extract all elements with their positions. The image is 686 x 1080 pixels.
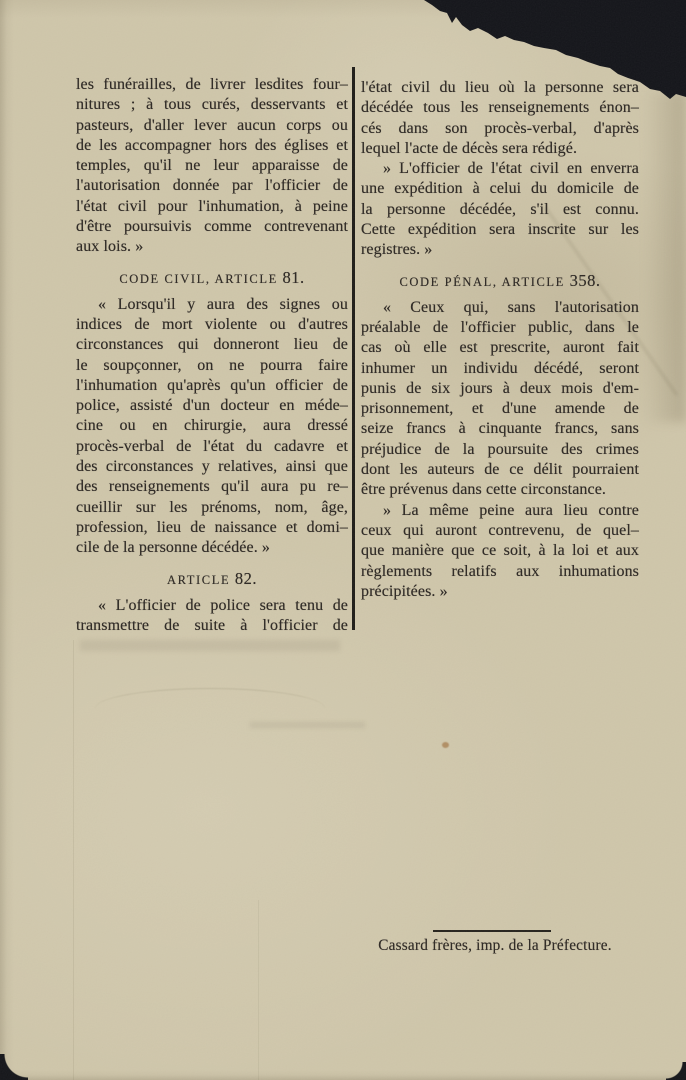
text-line: règlements relatifs aux inhumations	[361, 562, 639, 580]
article-heading	[361, 271, 639, 291]
text-line: dont les auteurs de ce délit pourraient	[361, 461, 639, 479]
text-line: police, assisté d'un docteur en méde–	[76, 397, 348, 415]
text-line: préalable de l'officier public, dans le	[361, 318, 639, 336]
text-line: l'état civil pour l'inhumation, à peine	[76, 197, 348, 215]
article-heading	[76, 569, 348, 589]
text-line: précipitées. »	[361, 582, 448, 600]
text-line: la personne décédée, s'il est connu.	[361, 200, 639, 218]
text-line: des renseignements qu'il aura pu re–	[76, 478, 348, 496]
rust-spot	[442, 742, 449, 748]
printer-imprint: Cassard frères, imp. de la Préfecture.	[378, 937, 612, 954]
text-line: ceux qui auront contrevenu, de quel–	[361, 521, 639, 539]
torn-corner	[424, 0, 686, 100]
ink-showthrough	[250, 722, 365, 728]
text-line: Cette expédition sera inscrite sur les	[361, 221, 639, 239]
footer-rule	[433, 930, 551, 932]
text-line: cile de la personne décédée. »	[76, 539, 271, 557]
text-line: « Ceux qui, sans l'autorisation	[383, 298, 639, 316]
article-heading-label: ARTICLE	[166, 572, 235, 587]
text-line: cés dans son procès-verbal, d'après	[361, 119, 639, 137]
text-line: cueillir sur les prénoms, nom, âge,	[76, 498, 348, 516]
text-line: aux lois. »	[76, 238, 144, 256]
ink-showthrough	[80, 640, 340, 651]
text-line: l'inhumation qu'après qu'un officier de	[76, 376, 348, 394]
text-line: temples, qu'il ne leur apparaisse de	[76, 157, 348, 175]
text-line: être prévenus dans cette circonstance.	[361, 481, 607, 499]
paragraph	[361, 159, 639, 260]
crease-line	[73, 640, 74, 1080]
text-line: inhumer un individu décédé, seront	[361, 359, 639, 377]
text-line: « Lorsqu'il y aura des signes ou	[98, 295, 348, 313]
text-line: une expédition à celui du domicile de	[361, 180, 639, 198]
text-line: de les accompagner hors des églises et	[76, 136, 348, 154]
paragraph	[76, 596, 348, 637]
text-line: pasteurs, d'aller lever aucun corps ou	[76, 116, 348, 134]
paragraph	[76, 75, 348, 258]
text-line: « L'officier de police sera tenu de	[98, 596, 348, 614]
column-divider-rule	[352, 67, 355, 630]
text-line: cas où elle est prescrite, auront fait	[361, 339, 639, 357]
edge-shadow	[644, 92, 686, 422]
text-line: » La même peine aura lieu contre	[383, 501, 639, 519]
article-number: 82.	[234, 568, 258, 588]
article-heading-label: CODE CIVIL, ARTICLE	[119, 271, 283, 286]
text-line: cine ou en chirurgie, aura dressé	[76, 417, 348, 435]
article-heading	[76, 268, 348, 288]
corner-shadow	[0, 1054, 28, 1080]
text-line: procès-verbal de l'état du cadavre et	[76, 437, 348, 455]
text-line: des circonstances y relatives, ainsi que	[76, 458, 348, 476]
text-line: d'être poursuivis comme contrevenant	[76, 218, 348, 236]
text-line: » L'officier de l'état civil en enverra	[383, 160, 639, 178]
text-line: l'état civil du lieu où la personne sera	[361, 79, 639, 96]
text-line: lequel l'acte de décès sera rédigé.	[361, 139, 578, 157]
text-line: les funérailles, de livrer lesdites four–	[76, 76, 348, 93]
text-line: préjudice de la poursuite des crimes	[361, 440, 639, 458]
text-line: circonstances qui donneront lieu de	[76, 336, 348, 354]
text-line: nitures ; à tous curés, desservants et	[76, 96, 348, 114]
text-line: profession, lieu de naissance et domi–	[76, 518, 348, 536]
paragraph	[361, 501, 639, 602]
text-line: prisonnement, et d'une amende de	[361, 400, 639, 418]
article-number: 358.	[569, 270, 601, 290]
paragraph	[76, 295, 348, 559]
article-heading-label: CODE PÉNAL, ARTICLE	[399, 274, 570, 289]
paragraph	[361, 298, 639, 501]
text-line: l'autorisation donnée par l'officier de	[76, 177, 348, 195]
text-line: transmettre de suite à l'officier de	[76, 616, 348, 634]
text-line: le soupçonner, on ne pourra faire	[76, 356, 348, 374]
column-left	[76, 68, 348, 636]
corner-shadow	[666, 1062, 686, 1080]
text-line: seize francs à cinquante francs, sans	[361, 420, 639, 438]
text-line: punis de six jours à deux mois d'em-	[361, 379, 639, 397]
column-right	[361, 68, 639, 602]
text-line: décédée tous les renseignements énon–	[361, 99, 639, 117]
text-line: que manière que ce soit, à la loi et aux	[361, 542, 639, 560]
crease-line	[258, 900, 259, 1080]
article-number: 81.	[282, 267, 305, 287]
text-line: indices de mort violente ou d'autres	[76, 315, 348, 333]
text-line: registres. »	[361, 241, 433, 259]
